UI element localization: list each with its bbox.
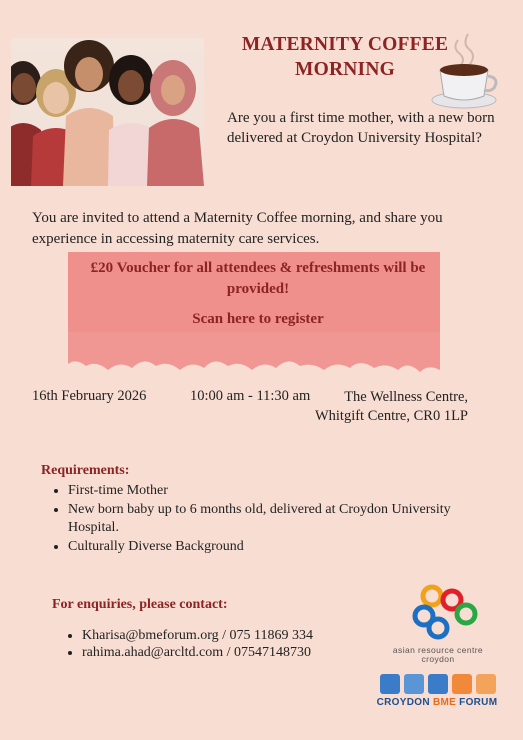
requirements-heading: Requirements:	[41, 463, 130, 478]
arc-line-1: asian resource centre	[392, 645, 484, 655]
bme-word: BME	[432, 697, 457, 708]
contact-item[interactable]: • rahima.ahad@arcltd.com / 07547148730	[82, 644, 382, 661]
venue-line-1: The Wellness Centre,	[344, 389, 468, 405]
arc-logo-text	[378, 646, 498, 664]
voucher-banner-text	[78, 258, 438, 330]
list-item: • Culturally Diverse Background	[68, 538, 488, 556]
arc-line-2: croydon	[421, 654, 455, 664]
register-link[interactable]: Scan here to register	[192, 311, 324, 327]
list-item: • New born baby up to 6 months old, delivered at Croydon University Hospital.	[68, 501, 488, 537]
venue-line-2: Whitgift Centre, CR0 1LP	[314, 408, 468, 424]
voucher-text: £20 Voucher for all attendees & refreshments will be provided!	[90, 260, 426, 297]
event-venue	[308, 388, 468, 426]
requirements-list	[52, 482, 488, 557]
bme-prefix: CROYDON	[376, 697, 430, 708]
enquiries-heading: For enquiries, please contact:	[52, 597, 228, 612]
women-group-photo	[11, 38, 204, 186]
invitation-text: You are invited to attend a Maternity Coffee morning, and share you experience in accessing maternity care services.	[32, 210, 443, 247]
contact-item[interactable]: • Kharisa@bmeforum.org / 075 11869 334	[82, 627, 382, 644]
coffee-cup-icon	[428, 30, 500, 110]
contacts-list	[66, 627, 382, 661]
event-date: 16th February 2026	[32, 388, 147, 404]
bme-suffix: FORUM	[459, 697, 498, 708]
intro-question: Are you a first time mother, with a new born delivered at Croydon University Hospital?	[227, 110, 495, 146]
page-title: MATERNITY COFFEE MORNING	[241, 34, 449, 80]
arc-logo-icon	[408, 582, 480, 646]
bme-forum-logo-text	[372, 697, 502, 708]
bme-forum-squares-icon	[380, 674, 496, 694]
event-time: 10:00 am - 11:30 am	[190, 388, 311, 404]
list-item: • First-time Mother	[68, 482, 488, 500]
